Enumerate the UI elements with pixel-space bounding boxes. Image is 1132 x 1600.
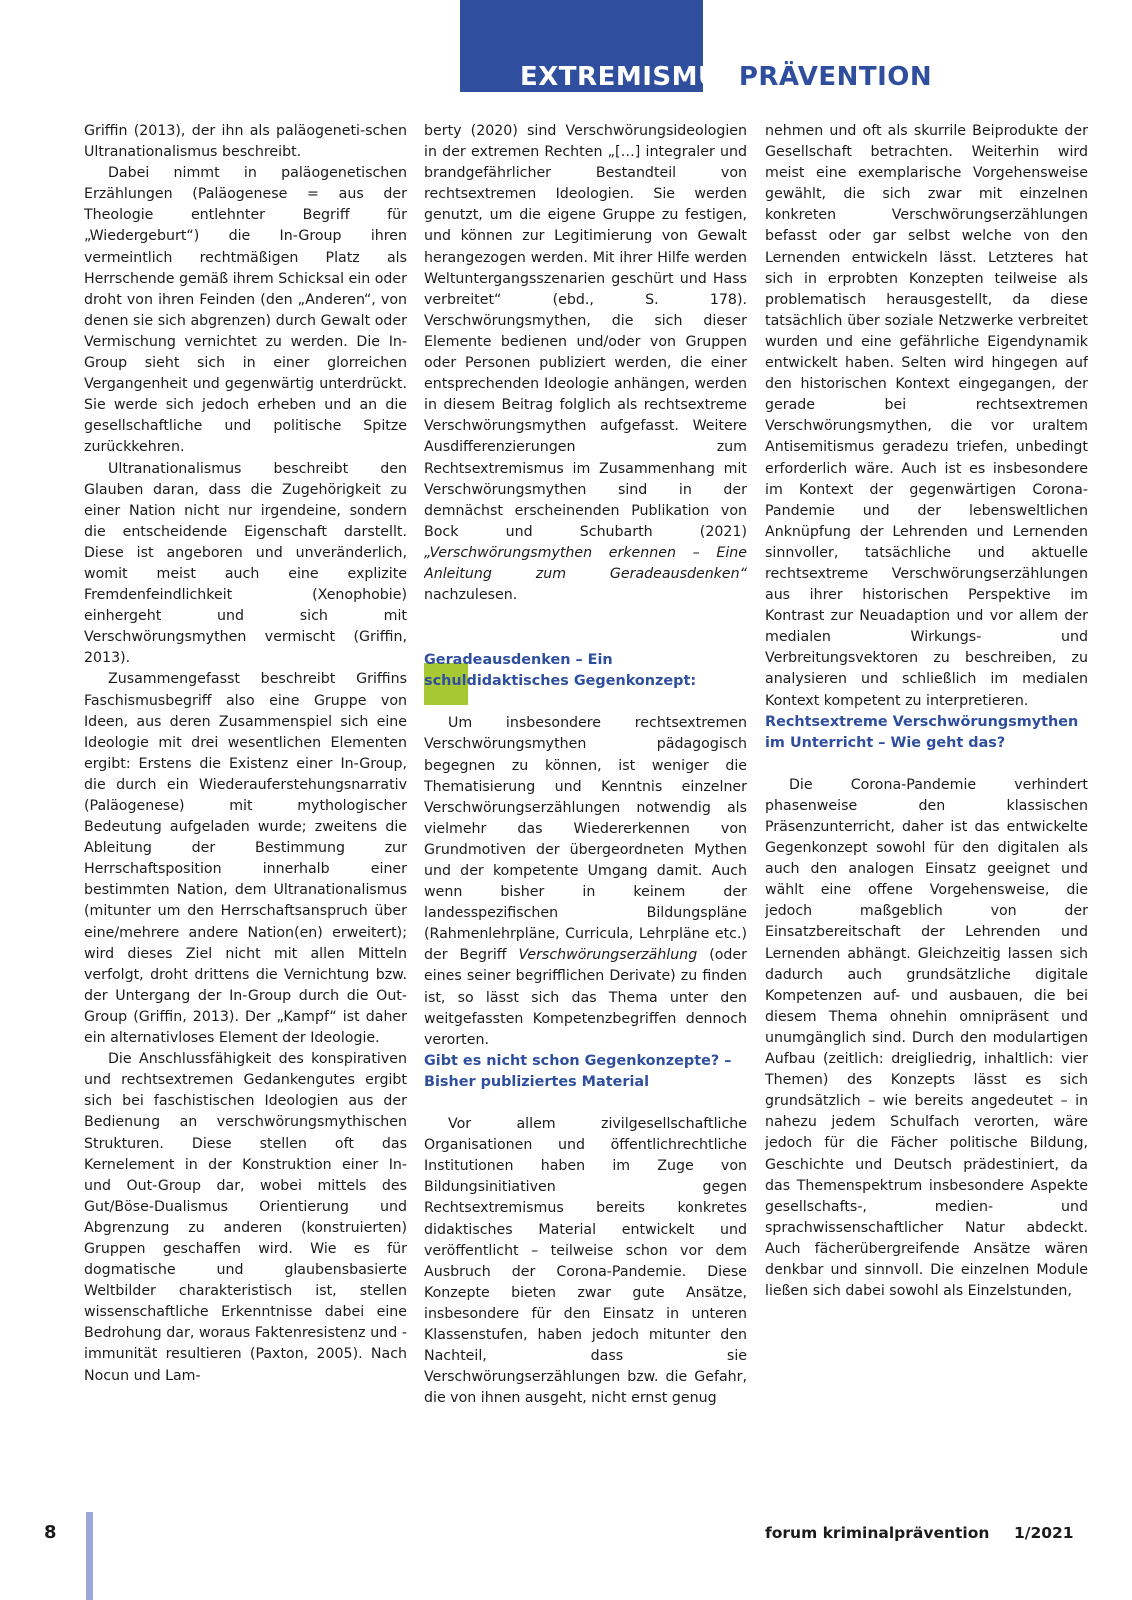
footer-bar <box>86 1512 93 1600</box>
section-heading: Gibt es nicht schon Gegenkonzepte? – Bisher publiziertes Material <box>424 1052 732 1090</box>
cited-title: „Verschwörungsmythen erkennen – Eine Anleitung zum Geradeausdenken“ <box>424 544 747 582</box>
paragraph-text: (oder eines seiner begrifflichen Derivate) zu finden ist, so lässt sich das Thema unter den weitgefassten Kompetenzbegriffen dennoch verorten. <box>424 947 747 1048</box>
paragraph: Vor allem zivilgesellschaftliche Organisationen und öffentlichrechtliche Institutionen haben im Zuge von Bildungsinitiativen gegen Rechtsextremismus bereits konkretes didaktisches Material entwickelt und veröffentlicht – teilweise schon vor dem Ausbruch der Corona-Pandemie. Diese Konzepte bieten zwar gute Ansätze, insbesondere für den Einsatz in unteren Klassenstufen, haben jedoch mitunter den Nachteil, dass sie Verschwörungserzählungen bzw. die Gefahr, die von ihnen ausgeht, nicht ernst genug <box>424 1116 747 1407</box>
article-column-2 <box>424 121 747 1481</box>
paragraph: Ultranationalismus beschreibt den Glauben daran, dass die Zugehörigkeit zu einer Nation nicht nur irgendeine, sondern die entscheidende Eigenschaft darstellt. Diese ist angeboren und unveränderlich, womit meist auch eine explizite Fremdenfeindlichkeit (Xenophobie) einhergeht und sich mit Verschwörungsmythen vermischt (Griffin, 2013). <box>84 460 407 667</box>
paragraph: nehmen und oft als skurrile Beiprodukte der Gesellschaft betrachten. Weiterhin wird meist eine exemplarische Vorgehensweise gewählt, die sich zwar mit einzelnen konkreten Verschwörungserzählungen befasst oder gar selbst welche von den Lernenden entwickeln lässt. Letzteres hat sich in erprobten Konzepten teilweise als problematisch herausgestellt, da diese tatsächlich über soziale Netzwerke verbreitet wurden und eine gefährliche Eigendynamik entwickelt haben. Selten wird hingegen auf den historischen Kontext eingegangen, der gerade bei rechtsextremen Verschwörungsmythen, die vor uraltem Antisemitismus geradezu triefen, unbedingt erforderlich wäre. Auch ist es insbesondere im Kontext der gegenwärtigen Corona-Pandemie und der lebensweltlichen Anknüpfung der Lehrenden und Lernenden sinnvoller, tatsächliche und aktuelle rechtsextreme Verschwörungserzählungen aus ihrer historischen Perspektive im Kontrast zur Neuadaption und vor allem der medialen Wirkungs- und Verbreitungsvektoren zu beschreiben, zu analysieren und schließlich im medialen Kontext kompetent zu interpretieren. <box>765 123 1088 709</box>
publication-name: forum kriminalprävention <box>765 1524 990 1542</box>
paragraph <box>424 121 747 606</box>
paragraph: Dabei nimmt in paläogenetischen Erzählungen (Paläogenese = aus der Theologie entlehnter Begriff für „Wiedergeburt“) die In-Group ihren vermeintlich rechtmäßigen Platz als Herrschende gemäß ihrem Schicksal ein oder droht von ihren Feinden (den „Anderen“, von denen sie sich abgrenzen) durch Gewalt oder Vermischung vernichtet zu werden. Die In-Group sieht sich in einer glorreichen Vergangenheit und gegenwärtig unterdrückt. Sie werde sich jedoch erheben und an die gesellschaftliche und politische Spitze zurückkehren. <box>84 165 407 456</box>
section-heading: Geradeausdenken – Ein schuldidaktisches Gegenkonzept: <box>424 652 697 690</box>
paragraph-text: Um insbesondere rechtsextremen Verschwörungsmythen pädagogisch begegnen zu können, ist weniger die Thematisierung und Kenntnis einzelner Verschwörungserzählungen notwendig als vielmehr das Wiedererkennen von Grundmotiven der übergeordneten Mythen und der kompetente Umgang damit. Auch wenn bisher in keinem der landesspezifischen Bildungspläne (Rahmenlehrpläne, Curricula, Lehrpläne etc.) der Begriff <box>424 715 747 964</box>
issue-number: 1/2021 <box>1014 1524 1074 1542</box>
section-heading: Rechtsextreme Verschwörungsmythen im Unterricht – Wie geht das? <box>765 713 1079 751</box>
paragraph-text: nachzulesen. <box>424 587 518 604</box>
page-number: 8 <box>44 1522 57 1543</box>
article-column-1 <box>84 121 407 1481</box>
paragraph <box>424 713 747 1051</box>
paragraph: Die Corona-Pandemie verhindert phasenweise den klassischen Präsenzunterricht, daher ist das entwickelte Gegenkonzept sowohl für den digitalen als auch den analogen Einsatz geeignet und wählt eine offene Vorgehensweise, die jedoch maßgeblich von der Einsatzbereitschaft der Lehrenden und Lernenden abhängt. Gleichzeitig lassen sich dadurch auch grundsätzliche digitale Kompetenzen auf- und ausbauen, die bei diesem Thema ohnehin omnipräsent und unumgänglich sind. Durch den modulartigen Aufbau (zeitlich: dreigliedrig, inhaltlich: vier Themen) des Konzepts lässt es sich grundsätzlich – wie bereits angedeutet – in nahezu jedem Schulfach verorten, wäre jedoch für die Fächer politische Bildung, Geschichte und Deutsch prädestiniert, da das Themenspektrum insbesondere Aspekte gesellschafts-, medien- und sprachwissenschaftlicher Natur abdeckt. Auch fächerübergreifende Ansätze wären denkbar und sinnvoll. Die einzelnen Module ließen sich dabei sowohl als Einzelstunden, <box>765 776 1088 1300</box>
paragraph: Zusammengefasst beschreibt Griffins Faschismusbegriff also eine Gruppe von Ideen, aus deren Zusammenspiel sich eine Ideologie mit drei wesentlichen Elementen ergibt: Erstens die Existenz einer In-Group, die durch ein Wiederauferstehungsnarrativ (Paläogenese) mit mythologischer Bedeutung aufgeladen wurde; zweitens die Ableitung der Bestimmung zur Herrschaftsposition innerhalb einer bestimmten Nation, dem Ultranationalismus (mitunter um den Herrschaftsanspruch über eine/mehrere andere Nation(en) erweitert); wird dieses Ziel nicht mit allen Mitteln verfolgt, droht drittens die Vernichtung bzw. der Untergang der In-Group durch die Out-Group (Griffin, 2013). Der „Kampf“ ist daher ein alternativloses Element der Ideologie. <box>84 671 407 1047</box>
paragraph: Die Anschlussfähigkeit des konspirativen und rechtsextremen Gedankengutes ergibt sich bei faschistischen Ideologien aus der Bedienung an verschwörungsmythischen Strukturen. Diese stellen oft das Kernelement in der Konstruktion einer In- und Out-Group dar, wobei mittels des Gut/Böse-Dualismus Orientierung und Abgrenzung zu anderen (konstruierten) Gruppen geschaffen wird. Wie es für dogmatische und glaubensbasierte Weltbilder charakteristisch ist, stellen wissenschaftliche Erkenntnisse dabei eine Bedrohung dar, woraus Faktenresistenz und -immunität resultieren (Paxton, 2005). Nach Nocun und Lam- <box>84 1051 407 1384</box>
italic-term: Verschwörungserzählung <box>518 947 698 964</box>
paragraph-text: berty (2020) sind Verschwörungsideologien in der extremen Rechten „[…] integraler und brandgefährlicher Bestandteil von rechtsextremen Ideologien. Sie werden genutzt, um die eigene Gruppe zu festigen, und können zur Legitimierung von Gewalt herangezogen werden. Mit ihrer Hilfe werden Weltuntergangsszenarien geschürt und Hass verbreitet“ (ebd., S. 178). Verschwörungsmythen, die sich dieser Elemente bedienen und/oder von Gruppen oder Personen publiziert werden, die einer entsprechenden Ideologie anhängen, werden in diesem Beitrag folglich als rechtsextreme Verschwörungsmythen aufgefasst. Weitere Ausdifferenzierungen zum Rechtsextremismus im Zusammenhang mit Verschwörungsmythen sind in der demnächst erscheinenden Publikation von Bock und Schubarth (2021) <box>424 123 747 540</box>
section-title <box>460 62 932 92</box>
article-column-3 <box>765 121 1088 1481</box>
section-title-part1: EXTREMISMUS <box>520 62 739 92</box>
section-title-part2: PRÄVENTION <box>738 62 933 92</box>
paragraph: Griffin (2013), der ihn als paläogeneti-schen Ultranationalismus beschreibt. <box>84 123 407 161</box>
